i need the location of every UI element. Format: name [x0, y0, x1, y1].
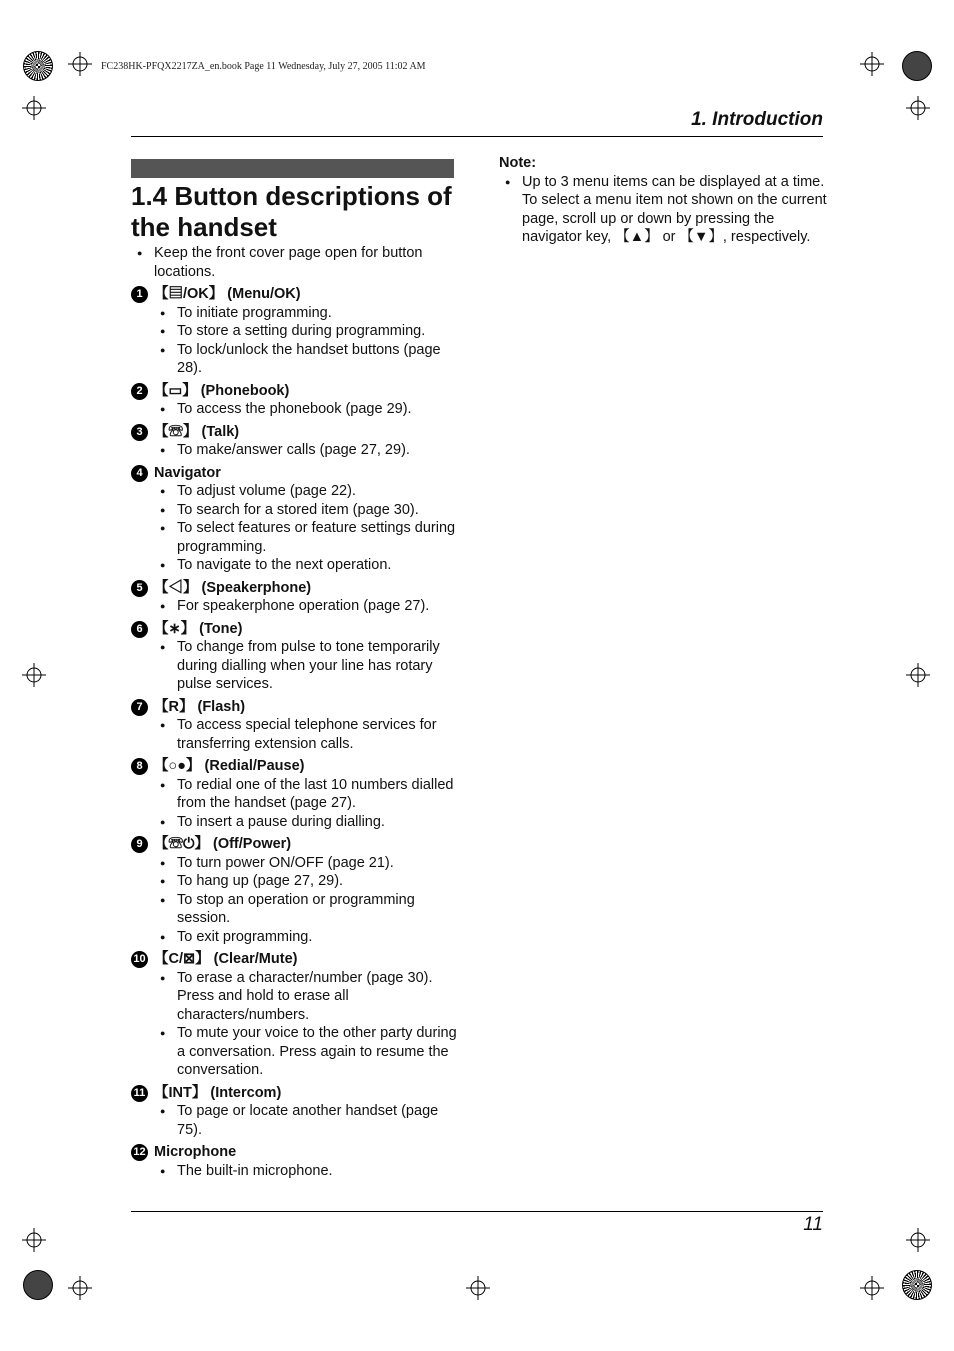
- page-number: 11: [803, 1214, 823, 1235]
- item-bullet: ● To mute your voice to the other party during a conversation. Press again to resume the conversation.: [154, 1024, 461, 1080]
- item-number-badge: 2: [131, 383, 148, 400]
- item-bullet: ● To hang up (page 27, 29).: [154, 872, 461, 891]
- section-bar: [131, 159, 454, 178]
- note-title: Note:: [499, 155, 537, 171]
- item-number-badge: 9: [131, 836, 148, 853]
- note-bullet: ● Up to 3 menu items can be displayed at a time. To select a menu item not shown on the current page, scroll up or down by pressing the navigator key, 【▲】 or 【▼】, respectively.: [499, 173, 829, 247]
- item-heading-text: 【▭】 (Phonebook): [154, 382, 290, 399]
- item-heading: [131, 285, 461, 304]
- button-descriptions: [131, 244, 461, 1180]
- color-target-icon: [23, 1270, 53, 1300]
- file-header: FC238HK-PFQX2217ZA_en.book Page 11 Wednesday, July 27, 2005 11:02 AM: [101, 61, 426, 72]
- registration-mark-icon: [860, 1276, 884, 1300]
- item-bullet: ● To store a setting during programming.: [154, 322, 461, 341]
- item-heading: [131, 757, 461, 776]
- item-number-badge: 11: [131, 1085, 148, 1102]
- registration-mark-icon: [466, 1276, 490, 1300]
- item-heading-text: 【R】 (Flash): [154, 698, 246, 715]
- item-bullet: ● To change from pulse to tone temporarily during dialling when your line has rotary pulse services.: [154, 638, 461, 694]
- item-heading-text: 【○●】 (Redial/Pause): [154, 758, 305, 774]
- list-item: [131, 285, 461, 378]
- item-bullet: ● To initiate programming.: [154, 304, 461, 323]
- item-bullet: ● To lock/unlock the handset buttons (page 28).: [154, 341, 461, 378]
- color-target-icon: [902, 1270, 932, 1300]
- item-heading-text: 【∗】 (Tone): [154, 620, 243, 637]
- item-heading: [131, 423, 461, 442]
- registration-mark-icon: [68, 1276, 92, 1300]
- item-bullet: ● To turn power ON/OFF (page 21).: [154, 854, 461, 873]
- item-number-badge: 8: [131, 758, 148, 775]
- item-bullet: ● For speakerphone operation (page 27).: [154, 597, 461, 616]
- registration-mark-icon: [906, 663, 930, 687]
- list-item: [131, 698, 461, 754]
- item-bullet: ● To access special telephone services for transferring extension calls.: [154, 716, 461, 753]
- list-item: [131, 757, 461, 831]
- header-divider: [131, 136, 823, 137]
- list-item: [131, 423, 461, 460]
- item-heading-text: 【C/⊠】 (Clear/Mute): [154, 951, 298, 967]
- note-block: [499, 154, 829, 247]
- item-heading-text: 【INT】 (Intercom): [154, 1084, 282, 1101]
- item-bullet: ● To page or locate another handset (page 75).: [154, 1102, 461, 1139]
- item-number-badge: 12: [131, 1144, 148, 1161]
- item-bullet: ● To navigate to the next operation.: [154, 556, 461, 575]
- item-heading-text: 【☏⏻】 (Off/Power): [154, 836, 292, 852]
- item-number-badge: 1: [131, 286, 148, 303]
- item-number-badge: 7: [131, 699, 148, 716]
- color-target-icon: [23, 51, 53, 81]
- item-heading: [131, 620, 461, 639]
- intro-bullet: ● Keep the front cover page open for button locations.: [131, 244, 461, 281]
- registration-mark-icon: [906, 1228, 930, 1252]
- item-bullet: ● To make/answer calls (page 27, 29).: [154, 441, 461, 460]
- section-title: 1.4 Button descriptions of the handset: [131, 181, 452, 242]
- item-heading-text: Microphone: [154, 1144, 237, 1160]
- item-bullet: ● To stop an operation or programming session.: [154, 891, 461, 928]
- list-item: [131, 382, 461, 419]
- item-number-badge: 10: [131, 951, 148, 968]
- list-item: [131, 464, 461, 575]
- color-target-icon: [902, 51, 932, 81]
- item-heading: [131, 835, 461, 854]
- list-item: [131, 835, 461, 946]
- registration-mark-icon: [22, 96, 46, 120]
- list-item: [131, 1143, 461, 1180]
- item-bullet: ● To search for a stored item (page 30).: [154, 501, 461, 520]
- item-number-badge: 5: [131, 580, 148, 597]
- item-number-badge: 4: [131, 465, 148, 482]
- item-heading: [131, 382, 461, 401]
- item-bullet: ● The built-in microphone.: [154, 1162, 461, 1181]
- chapter-title: 1. Introduction: [691, 109, 823, 130]
- item-bullet: ● To redial one of the last 10 numbers dialled from the handset (page 27).: [154, 776, 461, 813]
- item-heading-text: 【☏】 (Talk): [154, 423, 240, 440]
- list-item: [131, 950, 461, 1080]
- item-heading: [131, 1084, 461, 1103]
- item-bullet: ● To select features or feature settings during programming.: [154, 519, 461, 556]
- list-item: [131, 1084, 461, 1140]
- item-heading: [131, 579, 461, 598]
- item-bullet: ● To insert a pause during dialling.: [154, 813, 461, 832]
- item-bullet: ● To exit programming.: [154, 928, 461, 947]
- registration-mark-icon: [860, 52, 884, 76]
- footer-divider: [131, 1211, 823, 1212]
- item-bullet: ● To adjust volume (page 22).: [154, 482, 461, 501]
- item-heading: [131, 1143, 461, 1162]
- registration-mark-icon: [22, 1228, 46, 1252]
- list-item: [131, 620, 461, 694]
- item-heading-text: Navigator: [154, 464, 221, 481]
- item-number-badge: 3: [131, 424, 148, 441]
- item-bullet: ● To erase a character/number (page 30). Press and hold to erase all characters/numbers.: [154, 969, 461, 1025]
- registration-mark-icon: [22, 663, 46, 687]
- item-bullet: ● To access the phonebook (page 29).: [154, 400, 461, 419]
- item-heading: [131, 464, 461, 483]
- item-heading: [131, 698, 461, 717]
- item-heading: [131, 950, 461, 969]
- item-list: [131, 285, 461, 1180]
- item-heading-text: 【▤/OK】 (Menu/OK): [154, 286, 301, 302]
- registration-mark-icon: [68, 52, 92, 76]
- item-heading-text: 【◁】 (Speakerphone): [154, 579, 312, 596]
- registration-mark-icon: [906, 96, 930, 120]
- item-number-badge: 6: [131, 621, 148, 638]
- list-item: [131, 579, 461, 616]
